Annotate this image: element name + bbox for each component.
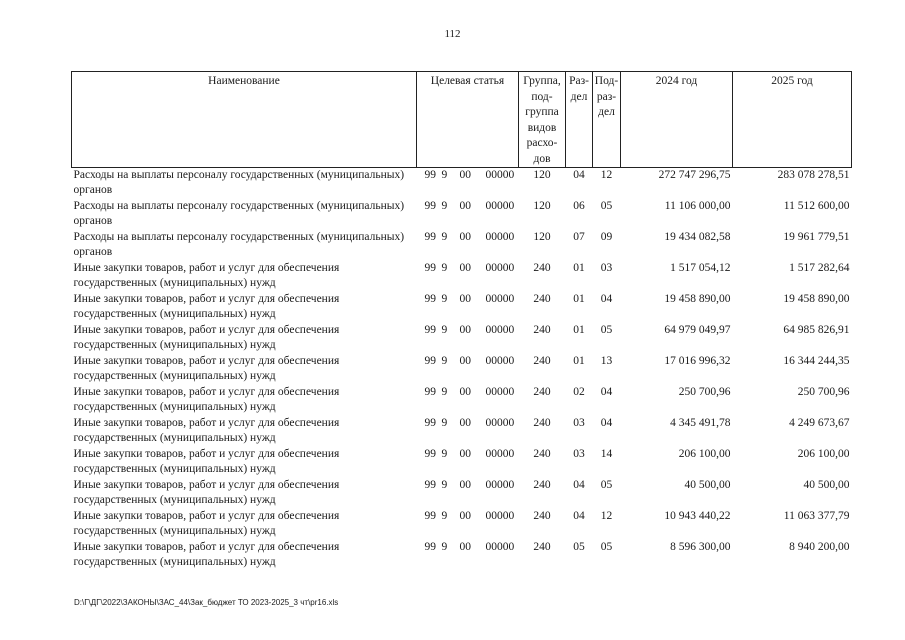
row-subsection: 04 [600, 386, 613, 398]
row-target-code [417, 478, 519, 509]
row-2024: 8 596 300,00 [670, 541, 731, 553]
target-program: 99 [424, 200, 436, 212]
row-2024: 40 500,00 [684, 479, 731, 491]
row-subsection: 05 [600, 200, 613, 212]
row-name: Расходы на выплаты персоналу государственных (муниципальных) органов [73, 231, 405, 258]
row-group: 120 [533, 169, 551, 181]
row-target-code [417, 261, 519, 292]
row-group: 240 [533, 386, 551, 398]
target-program: 99 [424, 479, 436, 491]
header-2025: 2025 год [733, 72, 852, 168]
target-subprogram: 9 [441, 386, 448, 398]
row-target-code [417, 199, 519, 230]
row-2024: 17 016 996,32 [664, 355, 731, 367]
row-section: 04 [573, 510, 585, 522]
target-subprogram: 9 [441, 231, 448, 243]
row-target-code [417, 230, 519, 261]
row-2025: 19 458 890,00 [783, 293, 850, 305]
target-main: 00 [459, 262, 471, 274]
row-group: 240 [533, 262, 551, 274]
row-section: 01 [573, 262, 585, 274]
row-name: Иные закупки товаров, работ и услуг для обеспечения государственных (муниципальных) нужд [73, 510, 340, 537]
target-subprogram: 9 [441, 541, 448, 553]
row-2024: 4 345 491,78 [670, 417, 731, 429]
row-group: 120 [533, 231, 551, 243]
row-2025: 11 063 377,79 [783, 510, 850, 522]
table-row [72, 540, 852, 571]
target-program: 99 [424, 541, 436, 553]
row-name: Иные закупки товаров, работ и услуг для обеспечения государственных (муниципальных) нужд [73, 293, 340, 320]
row-2024: 19 434 082,58 [664, 231, 731, 243]
row-target-code [417, 416, 519, 447]
row-name: Иные закупки товаров, работ и услуг для обеспечения государственных (муниципальных) нужд [73, 355, 340, 382]
row-name: Иные закупки товаров, работ и услуг для обеспечения государственных (муниципальных) нужд [73, 324, 340, 351]
row-target-code [417, 354, 519, 385]
row-2025: 64 985 826,91 [783, 324, 850, 336]
row-group: 240 [533, 479, 551, 491]
target-direction: 00000 [485, 200, 515, 212]
header-subsection: Под-раз-дел [593, 72, 621, 168]
target-program: 99 [424, 510, 436, 522]
target-direction: 00000 [485, 479, 515, 491]
header-2024: 2024 год [621, 72, 733, 168]
row-name: Иные закупки товаров, работ и услуг для обеспечения государственных (муниципальных) нужд [73, 541, 340, 568]
row-section: 04 [573, 479, 585, 491]
table-row [72, 354, 852, 385]
target-main: 00 [459, 541, 471, 553]
row-name: Иные закупки товаров, работ и услуг для обеспечения государственных (муниципальных) нужд [73, 386, 340, 413]
row-target-code [417, 168, 519, 200]
file-path-footer: D:\Г\ДГ\2022\ЗАКОНЫ\ЗАС_44\Зак_бюджет ТО 2023-2025_3 чт\pr16.xls [74, 598, 339, 607]
table-header [72, 72, 852, 168]
row-2024: 250 700,96 [678, 386, 731, 398]
row-subsection: 13 [600, 355, 613, 367]
row-name: Иные закупки товаров, работ и услуг для обеспечения государственных (муниципальных) нужд [73, 417, 340, 444]
target-subprogram: 9 [441, 293, 448, 305]
target-subprogram: 9 [441, 510, 448, 522]
target-main: 00 [459, 324, 471, 336]
table-row [72, 261, 852, 292]
target-direction: 00000 [485, 324, 515, 336]
row-name: Расходы на выплаты персоналу государственных (муниципальных) органов [73, 169, 405, 196]
table-row [72, 447, 852, 478]
row-section: 02 [573, 386, 585, 398]
row-section: 06 [573, 200, 585, 212]
row-subsection: 12 [600, 169, 613, 181]
target-program: 99 [424, 293, 436, 305]
target-subprogram: 9 [441, 479, 448, 491]
row-2025: 19 961 779,51 [783, 231, 850, 243]
row-2024: 272 747 296,75 [658, 169, 731, 181]
target-direction: 00000 [485, 262, 515, 274]
target-direction: 00000 [485, 169, 515, 181]
target-program: 99 [424, 417, 436, 429]
target-main: 00 [459, 510, 471, 522]
row-subsection: 12 [600, 510, 613, 522]
target-program: 99 [424, 262, 436, 274]
row-group: 240 [533, 541, 551, 553]
row-target-code [417, 447, 519, 478]
target-main: 00 [459, 355, 471, 367]
row-group: 240 [533, 510, 551, 522]
target-main: 00 [459, 231, 471, 243]
row-name: Иные закупки товаров, работ и услуг для обеспечения государственных (муниципальных) нужд [73, 262, 340, 289]
target-main: 00 [459, 417, 471, 429]
budget-table [71, 71, 852, 571]
row-target-code [417, 509, 519, 540]
row-target-code [417, 540, 519, 571]
target-direction: 00000 [485, 386, 515, 398]
row-subsection: 04 [600, 417, 613, 429]
row-target-code [417, 292, 519, 323]
row-subsection: 04 [600, 293, 613, 305]
target-direction: 00000 [485, 417, 515, 429]
row-group: 240 [533, 417, 551, 429]
row-2024: 19 458 890,00 [664, 293, 731, 305]
row-subsection: 03 [600, 262, 613, 274]
header-section: Раз-дел [566, 72, 593, 168]
target-main: 00 [459, 169, 471, 181]
row-2025: 206 100,00 [797, 448, 850, 460]
row-group: 120 [533, 200, 551, 212]
row-name: Иные закупки товаров, работ и услуг для обеспечения государственных (муниципальных) нужд [73, 479, 340, 506]
target-direction: 00000 [485, 355, 515, 367]
target-main: 00 [459, 200, 471, 212]
target-main: 00 [459, 448, 471, 460]
table-row [72, 509, 852, 540]
row-name: Иные закупки товаров, работ и услуг для обеспечения государственных (муниципальных) нужд [73, 448, 340, 475]
target-subprogram: 9 [441, 448, 448, 460]
target-direction: 00000 [485, 541, 515, 553]
table-row [72, 168, 852, 200]
row-group: 240 [533, 448, 551, 460]
row-2024: 10 943 440,22 [664, 510, 731, 522]
table-row [72, 385, 852, 416]
target-subprogram: 9 [441, 262, 448, 274]
target-direction: 00000 [485, 231, 515, 243]
row-group: 240 [533, 355, 551, 367]
target-direction: 00000 [485, 448, 515, 460]
target-main: 00 [459, 479, 471, 491]
table-row [72, 199, 852, 230]
target-main: 00 [459, 386, 471, 398]
row-group: 240 [533, 293, 551, 305]
row-2024: 64 979 049,97 [664, 324, 731, 336]
target-program: 99 [424, 231, 436, 243]
table-row [72, 323, 852, 354]
target-subprogram: 9 [441, 355, 448, 367]
row-2025: 1 517 282,64 [789, 262, 850, 274]
row-2025: 250 700,96 [797, 386, 850, 398]
table-row [72, 292, 852, 323]
row-2024: 1 517 054,12 [670, 262, 731, 274]
row-section: 01 [573, 324, 585, 336]
row-group: 240 [533, 324, 551, 336]
row-2024: 206 100,00 [678, 448, 731, 460]
target-subprogram: 9 [441, 169, 448, 181]
row-subsection: 05 [600, 541, 613, 553]
target-direction: 00000 [485, 293, 515, 305]
target-subprogram: 9 [441, 324, 448, 336]
row-section: 07 [573, 231, 585, 243]
target-main: 00 [459, 293, 471, 305]
row-2025: 4 249 673,67 [789, 417, 850, 429]
header-group: Группа, под-группа видов расхо-дов [519, 72, 566, 168]
row-subsection: 09 [600, 231, 613, 243]
row-section: 03 [573, 417, 585, 429]
row-2025: 16 344 244,35 [783, 355, 850, 367]
target-direction: 00000 [485, 510, 515, 522]
row-2025: 8 940 200,00 [789, 541, 850, 553]
target-program: 99 [424, 324, 436, 336]
target-program: 99 [424, 355, 436, 367]
header-name: Наименование [72, 72, 417, 168]
target-program: 99 [424, 448, 436, 460]
header-target: Целевая статья [417, 72, 519, 168]
row-section: 05 [573, 541, 585, 553]
target-subprogram: 9 [441, 200, 448, 212]
row-2025: 283 078 278,51 [777, 169, 850, 181]
row-2025: 11 512 600,00 [783, 200, 850, 212]
table-row [72, 230, 852, 261]
row-2024: 11 106 000,00 [664, 200, 731, 212]
target-subprogram: 9 [441, 417, 448, 429]
target-program: 99 [424, 169, 436, 181]
row-section: 04 [573, 169, 585, 181]
row-subsection: 05 [600, 324, 613, 336]
row-target-code [417, 323, 519, 354]
row-target-code [417, 385, 519, 416]
row-section: 03 [573, 448, 585, 460]
row-section: 01 [573, 293, 585, 305]
row-section: 01 [573, 355, 585, 367]
row-name: Расходы на выплаты персоналу государственных (муниципальных) органов [73, 200, 405, 227]
row-subsection: 14 [600, 448, 613, 460]
table-row [72, 478, 852, 509]
target-program: 99 [424, 386, 436, 398]
page-number: 112 [444, 28, 461, 40]
row-subsection: 05 [600, 479, 613, 491]
table-row [72, 416, 852, 447]
row-2025: 40 500,00 [803, 479, 850, 491]
